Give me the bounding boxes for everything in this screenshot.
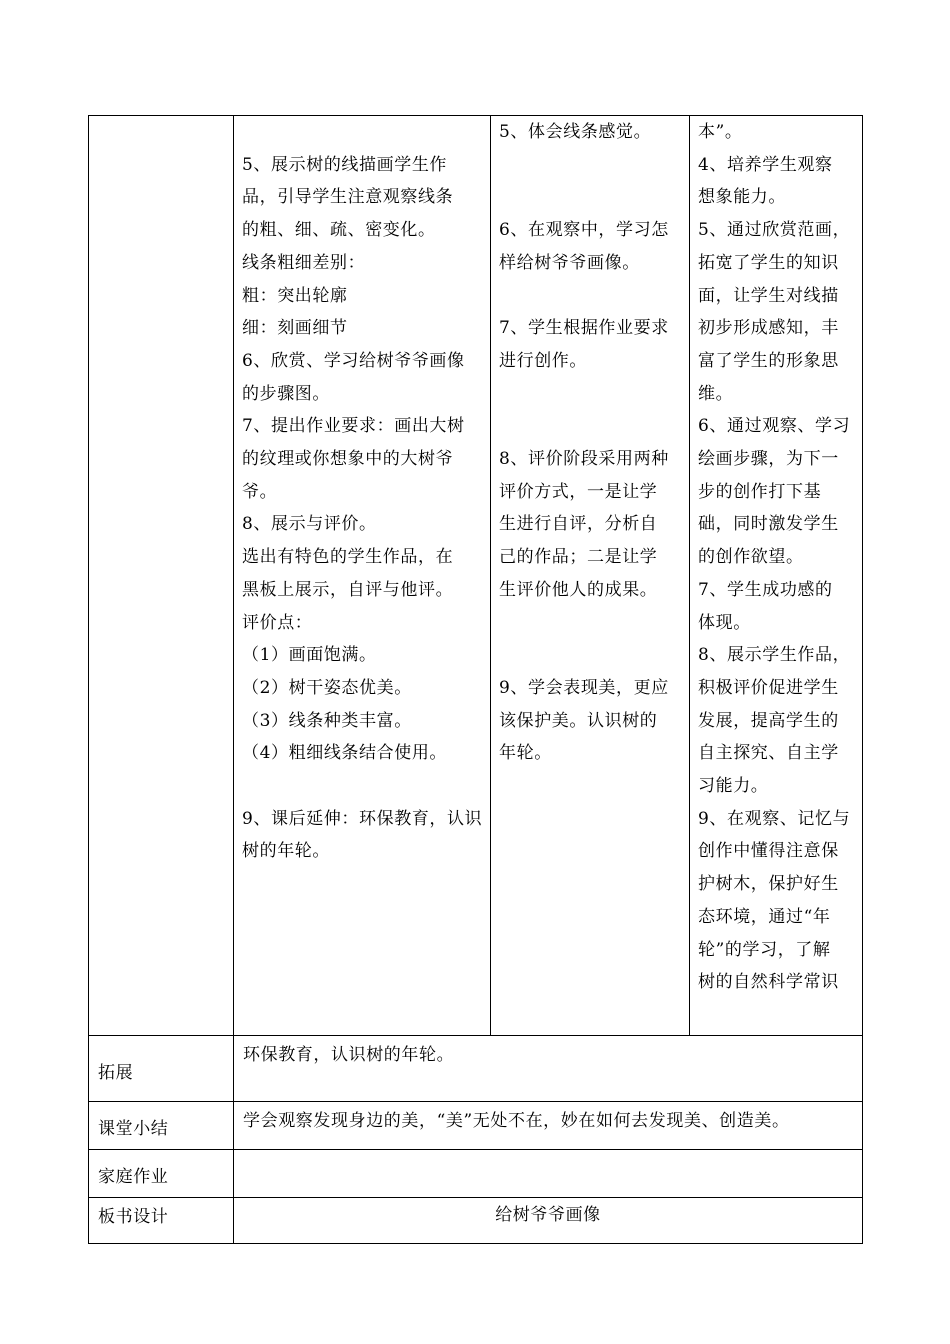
text-line: 础，同时激发学生 bbox=[698, 514, 839, 535]
text-line: 7、提出作业要求：画出大树 bbox=[242, 416, 465, 437]
homework-text bbox=[234, 1150, 862, 1154]
text-line: 拓宽了学生的知识 bbox=[698, 252, 839, 273]
text-line: 创作中懂得注意保 bbox=[698, 841, 839, 862]
extension-label-cell bbox=[89, 1036, 234, 1102]
text-line: 8、展示学生作品， bbox=[698, 645, 851, 666]
lesson-plan-table bbox=[88, 115, 863, 1244]
board-design-content-cell bbox=[234, 1198, 863, 1244]
text-line: 生进行自评，分析自 bbox=[499, 514, 658, 535]
text-line bbox=[499, 149, 683, 182]
text-line: （1）画面饱满。 bbox=[242, 645, 377, 666]
text-line: 评价点： bbox=[242, 612, 313, 633]
text-line: 的纹理或你想象中的大树爷 bbox=[242, 449, 454, 470]
student-activity-cell bbox=[491, 116, 690, 1036]
text-line: 进行创作。 bbox=[499, 350, 587, 371]
text-line: 轮”的学习，了解 bbox=[698, 939, 831, 960]
text-line: 粗：突出轮廓 bbox=[242, 285, 348, 306]
homework-label: 家庭作业 bbox=[98, 1167, 169, 1187]
text-line: 品，引导学生注意观察线条 bbox=[242, 187, 454, 208]
extension-text: 环保教育，认识树的年轮。 bbox=[243, 1045, 455, 1065]
text-line: 本”。 bbox=[698, 122, 743, 142]
text-line bbox=[499, 378, 683, 411]
text-line: 习能力。 bbox=[698, 776, 769, 797]
text-line: 富了学生的形象思 bbox=[698, 350, 839, 371]
text-line: 线条粗细差别： bbox=[242, 252, 366, 273]
summary-row bbox=[89, 1102, 863, 1150]
text-line: （4）粗细线条结合使用。 bbox=[242, 743, 448, 764]
text-line: 9、在观察、记忆与 bbox=[698, 808, 851, 829]
text-line bbox=[242, 116, 484, 149]
text-line: 9、课后延伸：环保教育，认识 bbox=[242, 808, 483, 829]
text-line: 样给树爷爷画像。 bbox=[499, 252, 640, 273]
extension-label: 拓展 bbox=[98, 1063, 134, 1083]
text-line: 的粗、细、疏、密变化。 bbox=[242, 220, 436, 241]
text-line: 4、培养学生观察 bbox=[698, 154, 833, 175]
text-line: 绘画步骤，为下一 bbox=[698, 449, 839, 470]
design-intent-text bbox=[690, 116, 862, 999]
text-line: （2）树干姿态优美。 bbox=[242, 677, 412, 698]
text-line bbox=[242, 770, 484, 803]
text-line: 8、评价阶段采用两种 bbox=[499, 448, 669, 469]
text-line: 积极评价促进学生 bbox=[698, 677, 839, 698]
text-line: 维。 bbox=[698, 383, 734, 404]
text-line: 自主探究、自主学 bbox=[698, 743, 839, 764]
text-line: 9、学会表现美，更应 bbox=[499, 677, 669, 698]
text-line: 该保护美。认识树的 bbox=[499, 710, 658, 731]
teacher-activity-text bbox=[234, 116, 490, 868]
empty-label-cell bbox=[89, 116, 234, 1036]
text-line: 的步骤图。 bbox=[242, 383, 330, 404]
summary-text: 学会观察发现身边的美，“美”无处不在，妙在如何去发现美、创造美。 bbox=[243, 1111, 790, 1131]
homework-row bbox=[89, 1150, 863, 1198]
text-line: 7、学生成功感的 bbox=[698, 579, 833, 600]
text-line: 态环境，通过“年 bbox=[698, 906, 831, 927]
text-line: 步的创作打下基 bbox=[698, 481, 822, 502]
text-line: 初步形成感知，丰 bbox=[698, 318, 839, 339]
text-line: 体现。 bbox=[698, 612, 751, 633]
text-line: 的创作欲望。 bbox=[698, 547, 804, 568]
teacher-activity-cell bbox=[234, 116, 491, 1036]
text-line: 黑板上展示，自评与他评。 bbox=[242, 579, 454, 600]
text-line: 生评价他人的成果。 bbox=[499, 579, 658, 600]
text-line: 面，让学生对线描 bbox=[698, 285, 839, 306]
text-line: （3）线条种类丰富。 bbox=[242, 710, 412, 731]
text-line: 想象能力。 bbox=[698, 187, 786, 208]
extension-content-cell bbox=[234, 1036, 863, 1102]
homework-label-cell bbox=[89, 1150, 234, 1198]
extension-row bbox=[89, 1036, 863, 1102]
text-line: 6、欣赏、学习给树爷爷画像 bbox=[242, 350, 465, 371]
text-line bbox=[499, 181, 683, 214]
text-line: 5、展示树的线描画学生作 bbox=[242, 154, 448, 175]
text-line bbox=[499, 410, 683, 443]
text-line bbox=[499, 639, 683, 672]
summary-label-cell bbox=[89, 1102, 234, 1150]
text-line: 6、在观察中，学习怎 bbox=[499, 220, 669, 241]
board-design-label: 板书设计 bbox=[98, 1207, 169, 1227]
text-line: 5、体会线条感觉。 bbox=[499, 122, 652, 142]
text-line: 树的年轮。 bbox=[242, 841, 330, 862]
board-design-title: 给树爷爷画像 bbox=[495, 1205, 601, 1225]
text-line: 树的自然科学常识 bbox=[698, 972, 839, 993]
text-line: 护树木，保护好生 bbox=[698, 874, 839, 895]
summary-label: 课堂小结 bbox=[98, 1119, 169, 1139]
summary-content-cell bbox=[234, 1102, 863, 1150]
text-line: 6、通过观察、学习 bbox=[698, 416, 851, 437]
student-activity-text bbox=[491, 116, 689, 770]
text-line: 7、学生根据作业要求 bbox=[499, 318, 669, 339]
text-line: 发展，提高学生的 bbox=[698, 710, 839, 731]
homework-content-cell bbox=[234, 1150, 863, 1198]
text-line: 爷。 bbox=[242, 481, 278, 502]
text-line bbox=[499, 606, 683, 639]
text-line: 评价方式，一是让学 bbox=[499, 481, 658, 502]
board-design-label-cell bbox=[89, 1198, 234, 1244]
text-line bbox=[499, 279, 683, 312]
text-line: 8、展示与评价。 bbox=[242, 514, 377, 535]
board-design-row bbox=[89, 1198, 863, 1244]
design-intent-cell bbox=[690, 116, 863, 1036]
text-line: 选出有特色的学生作品，在 bbox=[242, 547, 454, 568]
text-line: 细：刻画细节 bbox=[242, 318, 348, 339]
text-line: 己的作品；二是让学 bbox=[499, 547, 658, 568]
main-content-row bbox=[89, 116, 863, 1036]
text-line: 5、通过欣赏范画， bbox=[698, 220, 851, 241]
text-line: 年轮。 bbox=[499, 743, 552, 764]
